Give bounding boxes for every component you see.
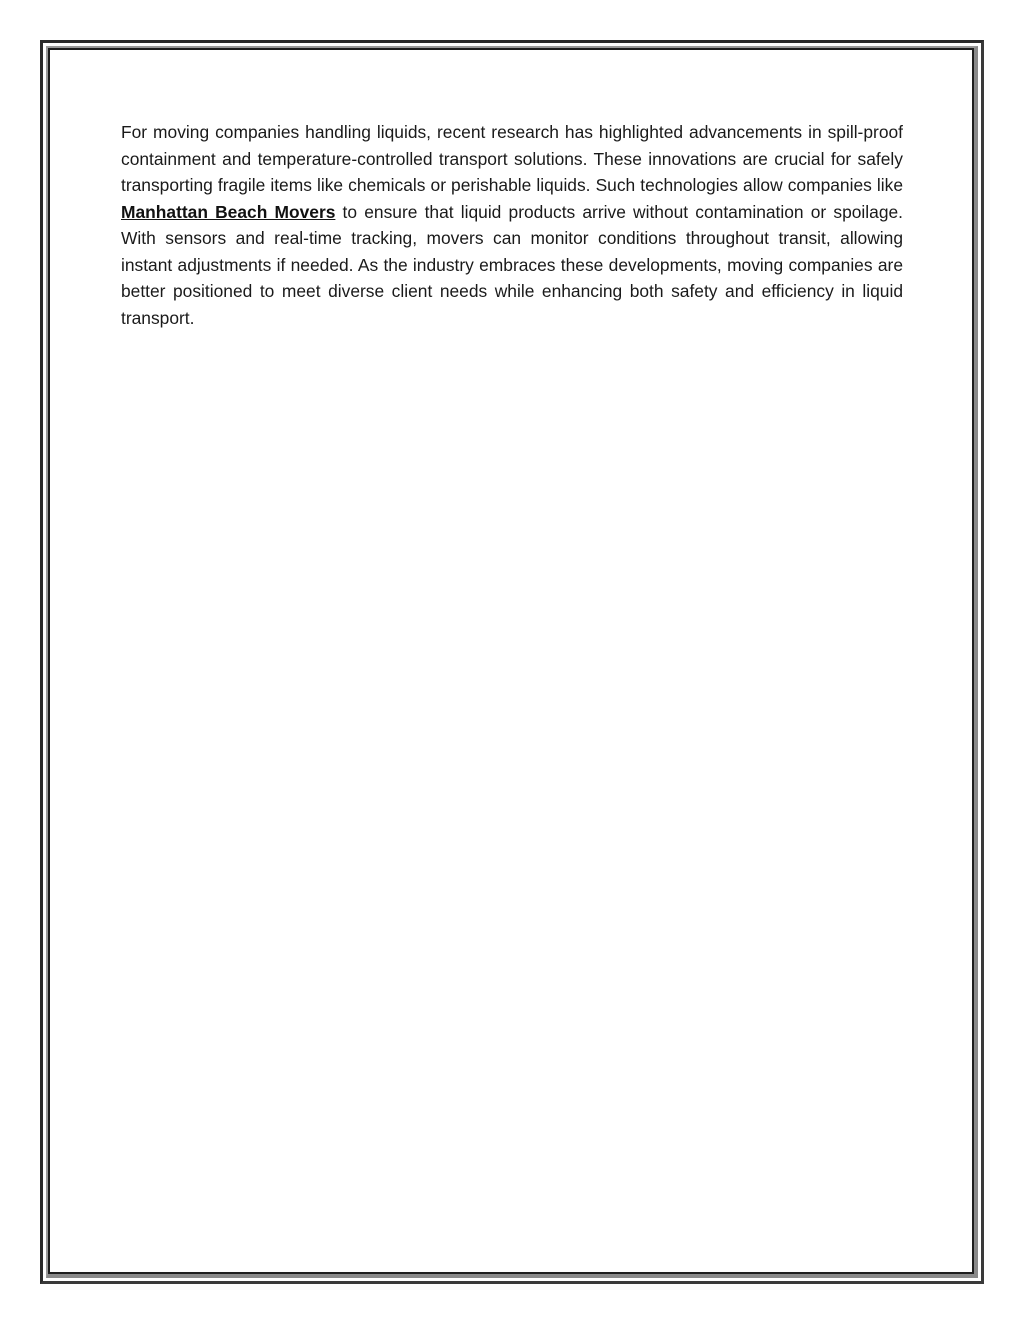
body-paragraph: [121, 119, 903, 331]
paragraph-text-after-link: to ensure that liquid products arrive without contamination or spoilage. With sensors and real-time tracking, movers can monitor conditions throughout transit, allowing instant adjustments if needed. As the industry embraces these developments, moving companies are better positioned to meet diverse client needs while enhancing both safety and efficiency in liquid transport.: [121, 201, 903, 328]
paragraph-text-before-link: For moving companies handling liquids, recent research has highlighted advancements in spill-proof containment and temperature-controlled transport solutions. These innovations are crucial for safely transporting fragile items like chemicals or perishable liquids. Such technologies allow companies like: [121, 122, 903, 195]
document-body: [121, 119, 903, 331]
manhattan-beach-movers-link[interactable]: Manhattan Beach Movers: [121, 201, 336, 222]
